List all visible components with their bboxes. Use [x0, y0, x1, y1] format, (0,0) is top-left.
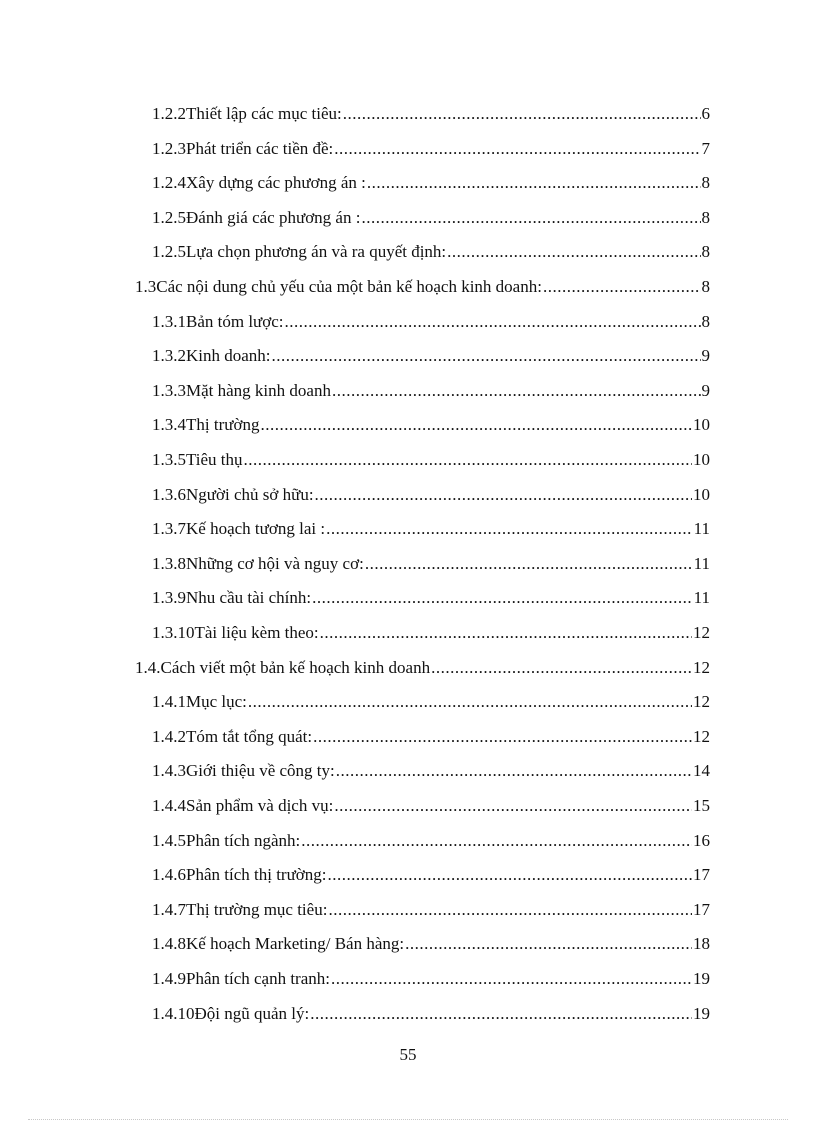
- toc-dot-leader: [310, 1002, 692, 1026]
- toc-entry-page: 19: [693, 969, 710, 988]
- toc-dot-leader: [365, 552, 693, 576]
- toc-entry-number: 1.3.9: [152, 588, 186, 608]
- toc-entry-number: 1.3.10: [152, 623, 195, 642]
- toc-entry-title: Người chủ sở hữu:: [186, 484, 314, 504]
- toc-entry-page: 8: [701, 277, 710, 296]
- toc-dot-leader: [328, 898, 692, 922]
- toc-entry-page: 10: [693, 484, 710, 504]
- toc-dot-leader: [336, 759, 692, 783]
- toc-entry[interactable]: [152, 794, 710, 818]
- toc-entry[interactable]: [152, 552, 710, 576]
- toc-entry-title: Đánh giá các phương án :: [186, 207, 361, 227]
- toc-entry-number: 1.4.3: [152, 761, 186, 781]
- toc-entry-number: 1.2.5: [152, 242, 186, 262]
- toc-entry[interactable]: [152, 310, 710, 334]
- toc-entry-title: Nhu cầu tài chính:: [186, 588, 312, 608]
- toc-entry[interactable]: [152, 932, 710, 956]
- toc-entry-title: Các nội dung chủ yếu của một bản kế hoạch kinh doanh:: [156, 277, 542, 296]
- toc-entry[interactable]: [152, 448, 710, 472]
- toc-entry-page: 8: [701, 207, 710, 227]
- toc-dot-leader: [331, 967, 692, 991]
- toc-entry[interactable]: [152, 137, 710, 161]
- toc-entry[interactable]: [152, 586, 710, 610]
- toc-dot-leader: [343, 102, 701, 126]
- toc-entry-title: Kế hoạch tương lai :: [186, 519, 326, 539]
- toc-entry-number: 1.4.2: [152, 726, 186, 746]
- toc-entry-number: 1.2.2: [152, 104, 186, 123]
- toc-entry-page: 9: [701, 380, 710, 400]
- toc-entry-title: Cách viết một bản kế hoạch kinh doanh: [160, 657, 431, 677]
- toc-entry[interactable]: [152, 240, 710, 264]
- toc-entry-page: 8: [701, 173, 710, 193]
- toc-entry[interactable]: [152, 898, 710, 922]
- toc-entry-title: Tiêu thụ: [186, 450, 243, 469]
- toc-entry[interactable]: [152, 1002, 710, 1026]
- page-number: 55: [399, 1045, 417, 1064]
- toc-entry-page: 12: [693, 726, 710, 746]
- toc-entry-number: 1.3.4: [152, 415, 186, 435]
- toc-dot-leader: [431, 656, 692, 680]
- toc-entry[interactable]: [135, 275, 710, 299]
- toc-entry-page: 12: [693, 692, 710, 712]
- toc-entry-number: 1.3.1: [152, 311, 186, 331]
- toc-dot-leader: [332, 379, 701, 403]
- toc-entry-title: Lựa chọn phương án và ra quyết định:: [186, 242, 447, 262]
- toc-entry-title: Thị trường: [186, 415, 260, 435]
- toc-entry-page: 17: [693, 865, 710, 885]
- toc-entry-number: 1.4.5: [152, 830, 186, 850]
- toc-dot-leader: [244, 448, 692, 472]
- toc-entry-title: Sản phẩm và dịch vụ:: [186, 796, 334, 815]
- toc-entry-title: Phân tích ngành:: [186, 830, 301, 850]
- toc-entry[interactable]: [152, 690, 710, 714]
- toc-entry-number: 1.4.9: [152, 969, 186, 988]
- toc-entry-number: 1.3.6: [152, 484, 186, 504]
- toc-entry-title: Phát triển các tiền đề:: [186, 138, 334, 158]
- toc-entry-page: 9: [701, 346, 710, 366]
- toc-dot-leader: [447, 240, 700, 264]
- toc-entry-page: 11: [693, 588, 710, 608]
- toc-entry-number: 1.4.: [135, 657, 161, 677]
- toc-dot-leader: [326, 517, 693, 541]
- toc-dot-leader: [315, 483, 692, 507]
- toc-entry-title: Bản tóm lược:: [186, 311, 284, 331]
- toc-entry[interactable]: [152, 379, 710, 403]
- toc-entry-number: 1.4.4: [152, 796, 186, 815]
- toc-entry-number: 1.3.8: [152, 553, 186, 573]
- toc-dot-leader: [260, 413, 692, 437]
- toc-entry-title: Mặt hàng kinh doanh: [186, 380, 331, 400]
- bottom-dotted-rule: [28, 1119, 788, 1120]
- toc-entry[interactable]: [152, 759, 710, 783]
- toc-dot-leader: [334, 794, 692, 818]
- toc-entry-page: 7: [701, 138, 710, 158]
- toc-dot-leader: [367, 171, 701, 195]
- toc-entry-title: Giới thiệu về công ty:: [186, 761, 335, 781]
- toc-dot-leader: [312, 586, 693, 610]
- toc-entry-number: 1.3.7: [152, 519, 186, 539]
- toc-dot-leader: [543, 275, 701, 299]
- toc-dot-leader: [334, 137, 700, 161]
- toc-entry-page: 8: [701, 311, 710, 331]
- toc-entry[interactable]: [152, 483, 710, 507]
- toc-dot-leader: [320, 621, 692, 645]
- toc-entry[interactable]: [152, 967, 710, 991]
- toc-entry-number: 1.2.3: [152, 138, 186, 158]
- toc-entry-page: 11: [693, 519, 710, 539]
- toc-entry-page: 17: [693, 899, 710, 919]
- toc-entry-page: 11: [693, 553, 710, 573]
- toc-entry-number: 1.3.3: [152, 380, 186, 400]
- toc-entry[interactable]: [152, 829, 710, 853]
- toc-entry[interactable]: [152, 517, 710, 541]
- toc-entry-page: 18: [693, 934, 710, 954]
- toc-entry-number: 1.2.5: [152, 207, 186, 227]
- toc-entry-title: Xây dựng các phương án :: [186, 173, 366, 193]
- toc-dot-leader: [328, 863, 693, 887]
- toc-entry-number: 1.3.5: [152, 450, 186, 469]
- toc-entry-title: Những cơ hội và nguy cơ:: [186, 553, 364, 573]
- toc-entry-page: 10: [693, 415, 710, 435]
- toc-entry-title: Mục lục:: [186, 692, 247, 712]
- toc-entry[interactable]: [152, 725, 710, 749]
- toc-entry-number: 1.4.1: [152, 692, 186, 712]
- toc-dot-leader: [361, 206, 700, 230]
- toc-dot-leader: [285, 310, 701, 334]
- toc-entry-number: 1.4.7: [152, 899, 186, 919]
- toc-entry-number: 1.4.8: [152, 934, 186, 954]
- toc-entry-title: Kinh doanh:: [186, 346, 271, 366]
- toc-entry[interactable]: [152, 171, 710, 195]
- toc-entry-title: Thiết lập các mục tiêu:: [186, 104, 342, 123]
- toc-entry-page: 15: [693, 796, 710, 815]
- toc-entry-number: 1.4.6: [152, 865, 186, 885]
- toc-entry-title: Đội ngũ quản lý:: [194, 1003, 310, 1023]
- toc-entry-number: 1.4.10: [152, 1003, 195, 1023]
- toc-entry-page: 8: [701, 242, 710, 262]
- toc-entry-page: 19: [693, 1003, 710, 1023]
- toc-entry-number: 1.3.2: [152, 346, 186, 366]
- toc-entry-page: 10: [693, 450, 710, 469]
- toc-entry-number: 1.3: [135, 277, 157, 296]
- toc-dot-leader: [248, 690, 692, 714]
- toc-entry-number: 1.2.4: [152, 173, 186, 193]
- toc-entry-page: 6: [701, 104, 710, 123]
- toc-entry[interactable]: [152, 206, 710, 230]
- toc-entry[interactable]: [135, 656, 710, 680]
- toc-dot-leader: [301, 829, 692, 853]
- toc-entry-title: Kế hoạch Marketing/ Bán hàng:: [186, 934, 405, 954]
- toc-entry-page: 12: [693, 657, 710, 677]
- toc-entry-title: Thị trường mục tiêu:: [186, 899, 328, 919]
- toc-dot-leader: [272, 344, 701, 368]
- toc-entry-page: 12: [693, 623, 710, 642]
- toc-dot-leader: [313, 725, 692, 749]
- toc-entry-title: Phân tích thị trường:: [186, 865, 327, 885]
- toc-entry[interactable]: [152, 621, 710, 645]
- toc-entry-page: 14: [693, 761, 710, 781]
- toc-entry[interactable]: [152, 102, 710, 126]
- toc-entry-title: Tóm tắt tổng quát:: [186, 726, 313, 746]
- toc-entry[interactable]: [152, 413, 710, 437]
- toc-entry[interactable]: [152, 344, 710, 368]
- toc-entry-title: Tài liệu kèm theo:: [194, 623, 319, 642]
- toc-entry[interactable]: [152, 863, 710, 887]
- toc-entry-page: 16: [693, 830, 710, 850]
- toc-dot-leader: [405, 932, 692, 956]
- toc-entry-title: Phân tích cạnh tranh:: [186, 969, 330, 988]
